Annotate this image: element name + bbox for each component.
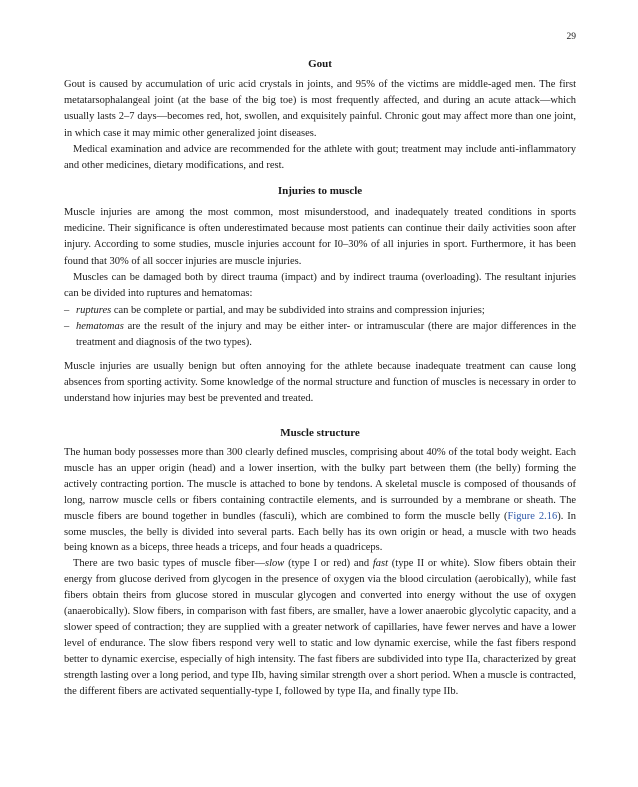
text-run: The human body possesses more than 300 clearly defined muscles, comprising about 40% of the total body weight. Each muscle has an upper origin (head) and a lower insertion, with the bulky part between them (the belly) forming the actively contracting portion. The muscle is attached to bone by tendons. A skeletal muscle is composed of thousands of long, narrow muscle cells or fibers containing contractile elements, and is surrounded by a membrane or sheath. The muscle fibers are bound together in bundles (fasculi), which are combined to form the muscle belly ( <box>64 447 576 522</box>
term-slow: slow <box>265 558 285 570</box>
page-number: 29 <box>566 32 576 42</box>
paragraph: Medical examination and advice are recommended for the athlete with gout; treatment may include anti-inflammatory and other medicines, dietary modifications, and rest. <box>64 143 576 172</box>
figure-link[interactable]: Figure 2.16 <box>507 510 558 522</box>
section-injuries-closing <box>64 359 576 408</box>
list-item <box>64 303 576 319</box>
list-term: ruptures <box>76 305 112 316</box>
term-fast: fast <box>372 558 389 570</box>
dash-marker: – <box>64 321 70 333</box>
list-term: hematomas <box>76 321 124 333</box>
text-run: ). In some muscles, the belly is divided into several parts. Each belly has its own origin or head, a muscle with two heads being known as a biceps, three heads a triceps, and four heads a quadriceps. <box>64 510 577 554</box>
heading-muscle-structure: Muscle structure <box>280 427 360 439</box>
heading-injuries-to-muscle: Injuries to muscle <box>277 185 363 197</box>
list-text: can be complete or partial, and may be subdivided into strains and compression injuries; <box>111 305 485 316</box>
section-injuries-to-muscle <box>64 205 576 302</box>
section-muscle-structure <box>64 445 576 700</box>
dash-marker: – <box>64 305 70 316</box>
heading-gout: Gout <box>308 58 332 70</box>
paragraph: Muscle injuries are usually benign but often annoying for the athlete because inadequate treatment can cause long absences from sporting activity. Some knowledge of the normal structure and function of muscles is necessary in order to understand how injuries may best be prevented and treated. <box>64 361 576 405</box>
list-text: are the result of the injury and may be either inter- or intramuscular (there are major differences in the treatment and diagnosis of the two types). <box>76 321 576 349</box>
paragraph: Gout is caused by accumulation of uric acid crystals in joints, and 95% of the victims are middle-aged men. The first metatarsophalangeal joint (at the base of the big toe) is most frequently affected, and during an acute attack—which usually lasts 2–7 days—becomes red, hot, swollen, and exquisitely painful. Chronic gout may affect more than one joint, in which case it may mimic other generalized joint diseases. <box>64 79 576 139</box>
section-gout <box>64 77 576 174</box>
paragraph: Muscles can be damaged both by direct trauma (impact) and by indirect trauma (overloading). The resultant injuries can be divided into ruptures and hematomas: <box>64 271 576 300</box>
injury-types-list <box>64 303 576 352</box>
paragraph <box>64 445 576 556</box>
text-run: There are two basic types of muscle fiber— <box>73 558 266 570</box>
text-run: (type II or white). Slow fibers obtain their energy from glucose derived from glycogen in the presence of oxygen via the blood circulation (aerobically), while fast fibers obtain theirs from glucose stored in muscular glycogen and converted into energy without the use of oxygen (anaerobically). Slow fibers, in comparison with fast fibers, are smaller, have a lower anaerobic glycolytic capacity, and a slower speed of contraction; they are supplied with a greater network of capillaries, have fewer nerves and have a lower level of endurance. The slow fibers respond very well to static and low dynamic exercise, while the fast fibers respond better to dynamic exercise, especially of high intensity. The fast fibers are subdivided into type IIa, characterized by great strength lasting over a long period, and type IIb, having similar strength over a short period. When a muscle is contracted, the different fibers are activated sequentially-type I, followed by type IIa, and finally type IIb. <box>64 558 576 697</box>
list-item <box>64 319 576 351</box>
paragraph: Muscle injuries are among the most common, most misunderstood, and inadequately treated conditions in sports medicine. Their significance is often underestimated because most patients can continue their daily activities soon after injury. According to some studies, muscle injuries account for I0–30% of all injuries in sport. Furthermore, it has been found that 30% of all soccer injuries are muscle injuries. <box>64 207 576 267</box>
text-run: (type I or red) and <box>284 558 373 570</box>
paragraph <box>64 556 576 699</box>
